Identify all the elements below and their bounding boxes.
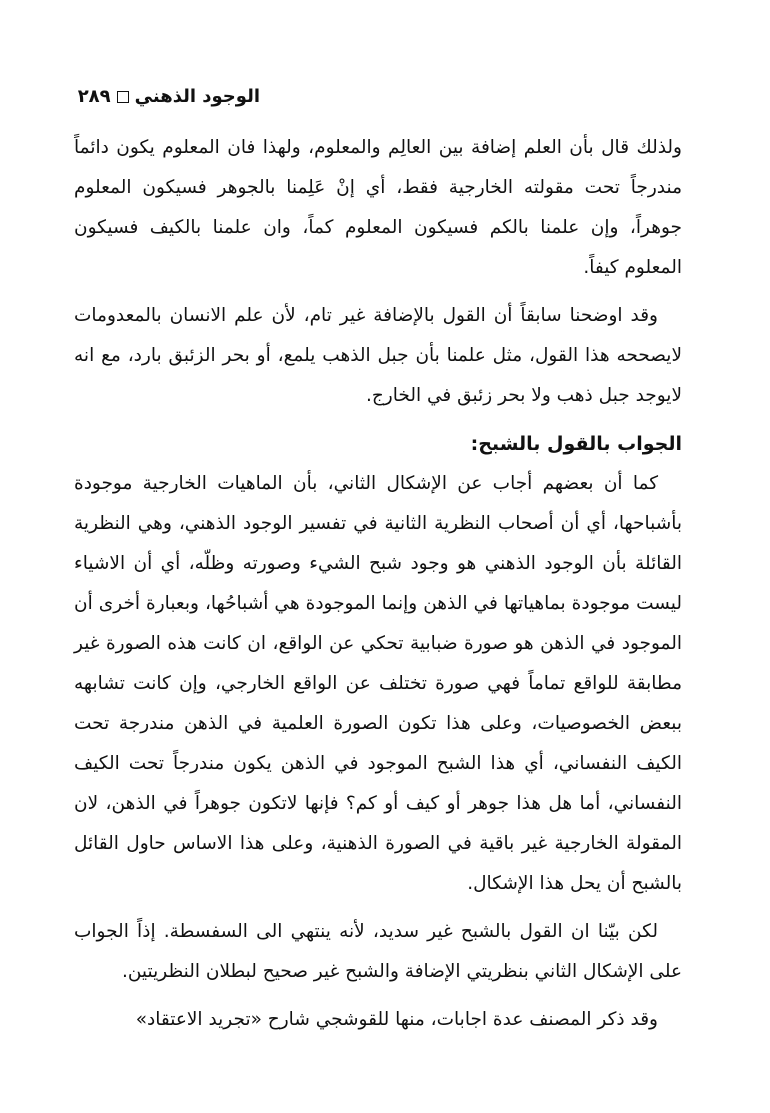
header-separator-box	[117, 91, 129, 103]
section-paragraph-3: وقد ذكر المصنف عدة اجابات، منها للقوشجي شارح «تجريد الاعتقاد»	[135, 1009, 658, 1030]
paragraph-2: وقد اوضحنا سابقاً أن القول بالإضافة غير تام، لأن علم الانسان بالمعدومات لايصححه هذا القول، مثل علمنا بأن جبل الذهب يلمع، أو بحر الزئبق بارد، مع انه لايوجد جبل ذهب ولا بحر زئبق في الخارج.	[74, 305, 682, 406]
header-title: الوجود الذهني	[134, 86, 260, 107]
section-paragraph-2: لكن بيّنا ان القول بالشبح غير سديد، لأنه ينتهي الى السفسطة. إذاً الجواب على الإشكال الثاني بنظريتي الإضافة والشبح غير صحيح لبطلان النظريتين.	[74, 921, 682, 982]
section-paragraph-1: كما أن بعضهم أجاب عن الإشكال الثاني، بأن الماهيات الخارجية موجودة بأشباحها، أي أن أصحاب النظرية الثانية في تفسير الوجود الذهني، وهي النظرية القائلة بأن الوجود الذهني هو وجود شبح الشيء وصورته وظلّه، أي أن الاشياء ليست موجودة بماهياتها في الذهن وإنما الموجودة هي أشباحُها، وبعبارة أخرى أن الموجود في الذهن هو صورة ضبابية تحكي عن الواقع، ان كانت هذه الصورة غير مطابقة للواقع تماماً فهي صورة تختلف عن الواقع الخارجي، وإن كانت تشابهه ببعض الخصوصيات، وعلى هذا تكون الصورة العلمية في الذهن مندرجة تحت الكيف النفساني، أي هذا الشبح الموجود في الذهن يكون مندرجاً تحت الكيف النفساني، أما هل هذا جوهر أو كيف أو كم؟ فإنها لاتكون جوهراً في الذهن، لان المقولة الخارجية غير باقية في الصورة الذهنية، وعلى هذا الاساس حاول القائل بالشبح أن يحل هذا الإشكال.	[74, 473, 682, 894]
section-heading: الجواب بالقول بالشبح:	[470, 433, 682, 455]
page-number: ٢٨٩	[77, 86, 111, 107]
paragraph-1: ولذلك قال بأن العلم إضافة بين العالِم والمعلوم، ولهذا فان المعلوم يكون دائماً مندرجاً تحت مقولته الخارجية فقط، أي إنْ عَلِمنا بالجوهر فسيكون المعلوم جوهراً، وإن علمنا بالكم فسيكون المعلوم كماً، وان علمنا بالكيف فسيكون المعلوم كيفاً.	[74, 137, 682, 278]
page-body	[74, 128, 682, 1048]
running-header	[78, 86, 260, 107]
